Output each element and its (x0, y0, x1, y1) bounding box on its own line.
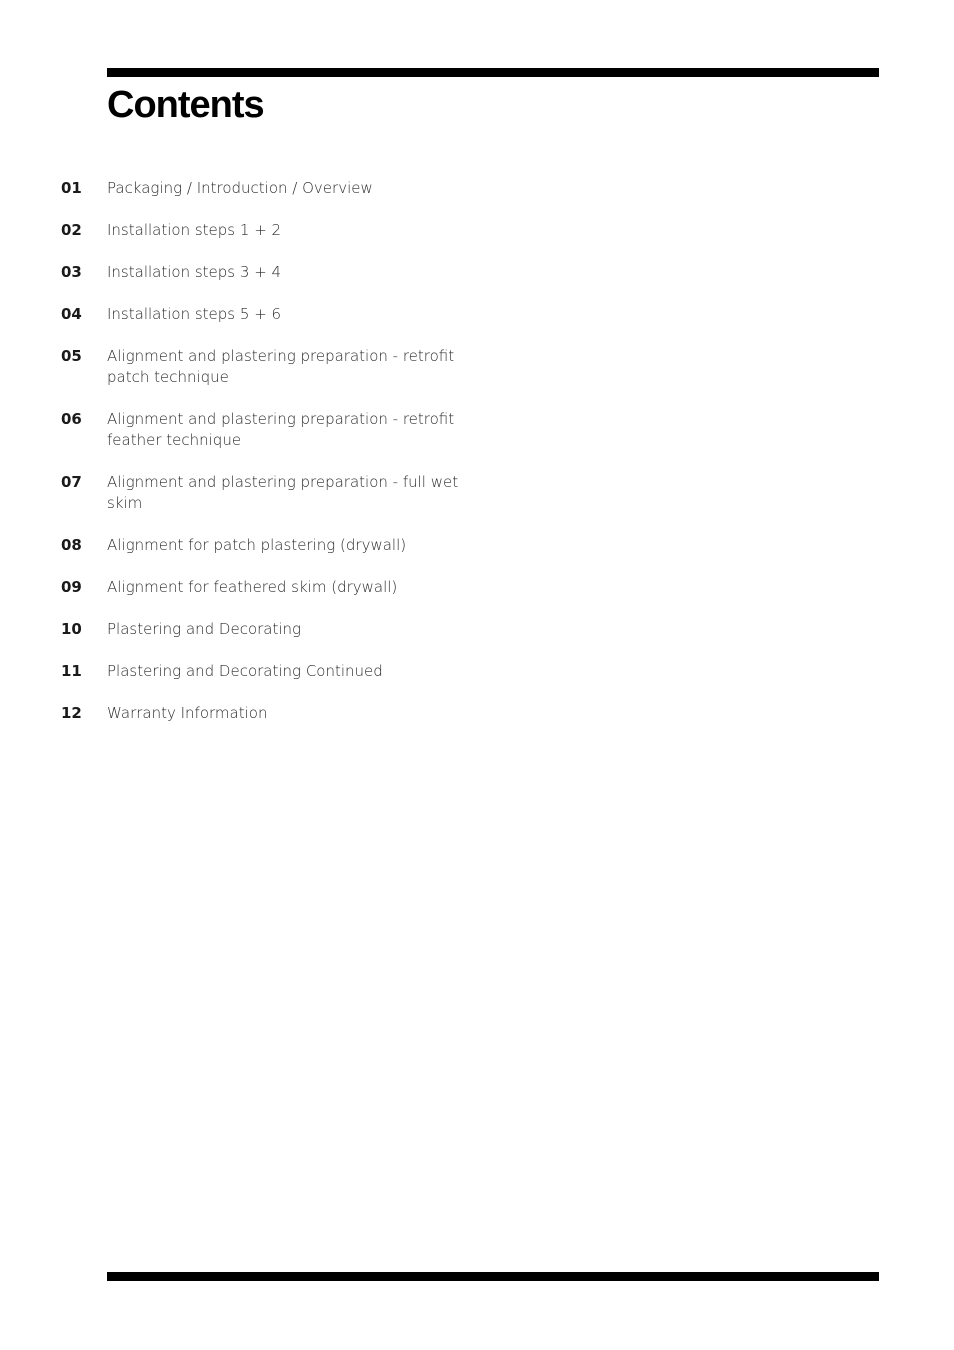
toc-title: Alignment for patch plastering (drywall) (107, 536, 407, 554)
toc-title: Alignment and plastering preparation - retrofit feather technique (107, 410, 455, 449)
toc-item-12[interactable] (61, 703, 521, 724)
toc-number: 02 (61, 221, 82, 239)
toc-number: 08 (61, 536, 82, 554)
toc-title: Installation steps 5 + 6 (107, 305, 282, 323)
bottom-rule (107, 1272, 879, 1281)
toc-title: Alignment and plastering preparation - retrofit patch technique (107, 347, 455, 386)
toc-item-04[interactable] (61, 304, 521, 325)
toc-title: Alignment and plastering preparation - full wet skim (107, 473, 459, 512)
toc-number: 11 (61, 662, 82, 680)
toc-item-09[interactable] (61, 577, 521, 598)
toc-number: 09 (61, 578, 82, 596)
page-title: Contents (107, 84, 264, 126)
toc-item-06[interactable] (61, 409, 521, 451)
toc-number: 12 (61, 704, 82, 722)
toc-item-01[interactable] (61, 178, 521, 199)
toc-title: Warranty Information (107, 704, 268, 722)
toc-number: 05 (61, 347, 82, 365)
toc-number: 03 (61, 263, 82, 281)
toc-title: Packaging / Introduction / Overview (107, 179, 373, 197)
table-of-contents (61, 178, 521, 724)
toc-title: Installation steps 1 + 2 (107, 221, 282, 239)
toc-item-05[interactable] (61, 346, 521, 388)
toc-item-10[interactable] (61, 619, 521, 640)
toc-number: 07 (61, 473, 82, 491)
toc-item-11[interactable] (61, 661, 521, 682)
toc-title: Plastering and Decorating (107, 620, 302, 638)
top-rule (107, 68, 879, 77)
toc-item-03[interactable] (61, 262, 521, 283)
toc-item-08[interactable] (61, 535, 521, 556)
toc-number: 04 (61, 305, 82, 323)
toc-title: Alignment for feathered skim (drywall) (107, 578, 398, 596)
toc-number: 06 (61, 410, 82, 428)
toc-item-07[interactable] (61, 472, 521, 514)
toc-number: 01 (61, 179, 82, 197)
toc-number: 10 (61, 620, 82, 638)
toc-title: Installation steps 3 + 4 (107, 263, 282, 281)
toc-item-02[interactable] (61, 220, 521, 241)
toc-title: Plastering and Decorating Continued (107, 662, 383, 680)
